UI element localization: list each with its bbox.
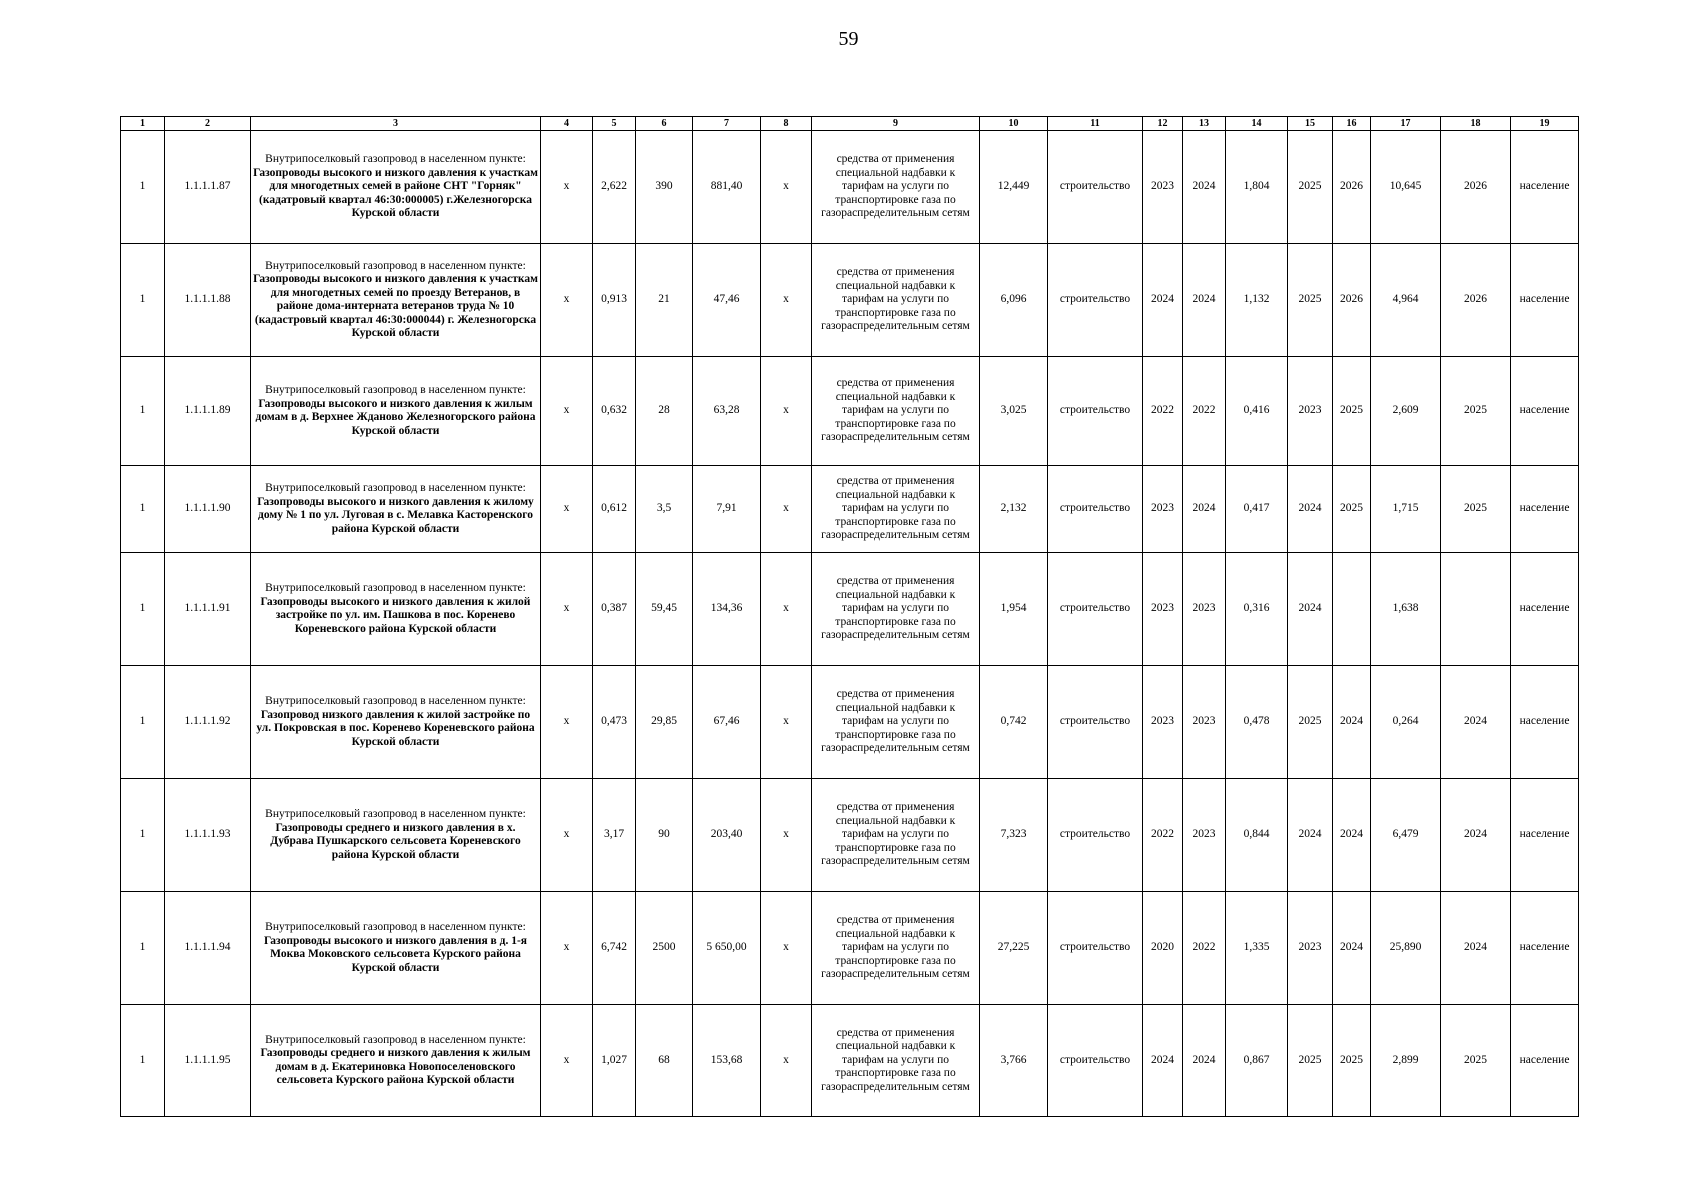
- cell-c18: 2026: [1441, 131, 1511, 244]
- cell-c7: 134,36: [693, 553, 761, 666]
- cell-c8: х: [761, 892, 812, 1005]
- cell-c17: 1,638: [1371, 553, 1441, 666]
- table-row: [121, 666, 1579, 779]
- cell-c13: 2022: [1183, 357, 1226, 466]
- cell-c10: 27,225: [980, 892, 1048, 1005]
- cell-c17: 6,479: [1371, 779, 1441, 892]
- cell-c13: 2023: [1183, 553, 1226, 666]
- cell-c8: х: [761, 553, 812, 666]
- column-header-1: 1: [121, 117, 165, 131]
- cell-c7: 7,91: [693, 466, 761, 553]
- cell-c19: население: [1511, 1005, 1579, 1117]
- cell-c17: 10,645: [1371, 131, 1441, 244]
- object-title: Газопроводы высокого и низкого давления в д. 1-я Моква Моковского сельсовета Курского района Курской области: [263, 934, 528, 974]
- cell-c1: 1: [121, 892, 165, 1005]
- cell-c9: средства от применения специальной надбавки к тарифам на услуги по транспортировке газа по газораспределительным сетям: [812, 466, 980, 553]
- cell-c19: население: [1511, 553, 1579, 666]
- cell-c18: 2024: [1441, 892, 1511, 1005]
- object-name-cell: [251, 357, 541, 466]
- object-type: Внутрипоселковый газопровод в населенном пункте:: [265, 808, 526, 820]
- cell-c6: 2500: [636, 892, 693, 1005]
- cell-c2: 1.1.1.1.87: [165, 131, 251, 244]
- column-header-17: 17: [1371, 117, 1441, 131]
- table-row: [121, 553, 1579, 666]
- cell-c5: 3,17: [593, 779, 636, 892]
- cell-c19: население: [1511, 666, 1579, 779]
- cell-c9: средства от применения специальной надбавки к тарифам на услуги по транспортировке газа по газораспределительным сетям: [812, 357, 980, 466]
- table-row: [121, 1005, 1579, 1117]
- cell-c15: 2023: [1288, 357, 1333, 466]
- cell-c14: 0,478: [1226, 666, 1288, 779]
- cell-c8: х: [761, 1005, 812, 1117]
- cell-c12: 2023: [1143, 553, 1183, 666]
- cell-c5: 0,632: [593, 357, 636, 466]
- cell-c15: 2024: [1288, 553, 1333, 666]
- column-header-7: 7: [693, 117, 761, 131]
- cell-c1: 1: [121, 779, 165, 892]
- cell-c11: строительство: [1048, 892, 1143, 1005]
- cell-c11: строительство: [1048, 553, 1143, 666]
- cell-c1: 1: [121, 666, 165, 779]
- cell-c19: население: [1511, 892, 1579, 1005]
- cell-c14: 0,416: [1226, 357, 1288, 466]
- page-number: 59: [838, 28, 859, 50]
- cell-c14: 1,804: [1226, 131, 1288, 244]
- cell-c12: 2023: [1143, 666, 1183, 779]
- cell-c11: строительство: [1048, 244, 1143, 357]
- cell-c2: 1.1.1.1.90: [165, 466, 251, 553]
- column-header-19: 19: [1511, 117, 1579, 131]
- cell-c19: население: [1511, 244, 1579, 357]
- object-title: Газопроводы высокого и низкого давления к участкам для многодетных семей в районе СНТ "Горняк" (кадатровый квартал 46:30:000005) г.Железногорска Курской области: [253, 166, 538, 220]
- cell-c4: х: [541, 1005, 593, 1117]
- cell-c6: 68: [636, 1005, 693, 1117]
- cell-c14: 0,417: [1226, 466, 1288, 553]
- cell-c19: население: [1511, 131, 1579, 244]
- table-row: [121, 779, 1579, 892]
- cell-c12: 2024: [1143, 1005, 1183, 1117]
- object-name-cell: [251, 131, 541, 244]
- cell-c2: 1.1.1.1.93: [165, 779, 251, 892]
- cell-c13: 2023: [1183, 666, 1226, 779]
- cell-c7: 5 650,00: [693, 892, 761, 1005]
- cell-c1: 1: [121, 357, 165, 466]
- cell-c8: х: [761, 466, 812, 553]
- cell-c6: 21: [636, 244, 693, 357]
- object-type: Внутрипоселковый газопровод в населенном пункте:: [265, 582, 526, 594]
- cell-c11: строительство: [1048, 466, 1143, 553]
- cell-c17: 4,964: [1371, 244, 1441, 357]
- cell-c4: х: [541, 553, 593, 666]
- cell-c17: 1,715: [1371, 466, 1441, 553]
- object-title: Газопроводы среднего и низкого давления к жилым домам в д. Екатериновка Новопоселеновского сельсовета Курского района Курской области: [260, 1047, 531, 1086]
- object-type: Внутрипоселковый газопровод в населенном пункте:: [265, 1033, 526, 1046]
- cell-c19: население: [1511, 779, 1579, 892]
- column-header-16: 16: [1333, 117, 1371, 131]
- table-row: [121, 892, 1579, 1005]
- column-header-13: 13: [1183, 117, 1226, 131]
- cell-c5: 0,473: [593, 666, 636, 779]
- table-row: [121, 357, 1579, 466]
- column-header-5: 5: [593, 117, 636, 131]
- cell-c15: 2025: [1288, 244, 1333, 357]
- cell-c4: х: [541, 357, 593, 466]
- cell-c2: 1.1.1.1.88: [165, 244, 251, 357]
- object-name-cell: [251, 892, 541, 1005]
- object-type: Внутрипоселковый газопровод в населенном пункте:: [265, 921, 526, 933]
- column-header-9: 9: [812, 117, 980, 131]
- cell-c17: 25,890: [1371, 892, 1441, 1005]
- cell-c6: 90: [636, 779, 693, 892]
- column-header-4: 4: [541, 117, 593, 131]
- cell-c18: [1441, 553, 1511, 666]
- cell-c15: 2024: [1288, 466, 1333, 553]
- column-header-12: 12: [1143, 117, 1183, 131]
- cell-c9: средства от применения специальной надбавки к тарифам на услуги по транспортировке газа по газораспределительным сетям: [812, 779, 980, 892]
- cell-c1: 1: [121, 553, 165, 666]
- object-type: Внутрипоселковый газопровод в населенном пункте:: [265, 482, 526, 494]
- cell-c2: 1.1.1.1.89: [165, 357, 251, 466]
- cell-c11: строительство: [1048, 131, 1143, 244]
- table-body: [121, 131, 1579, 1117]
- cell-c18: 2025: [1441, 466, 1511, 553]
- cell-c12: 2024: [1143, 244, 1183, 357]
- object-name-cell: [251, 666, 541, 779]
- cell-c11: строительство: [1048, 666, 1143, 779]
- cell-c10: 1,954: [980, 553, 1048, 666]
- cell-c13: 2022: [1183, 892, 1226, 1005]
- cell-c8: х: [761, 357, 812, 466]
- cell-c16: 2024: [1333, 892, 1371, 1005]
- cell-c12: 2020: [1143, 892, 1183, 1005]
- cell-c2: 1.1.1.1.92: [165, 666, 251, 779]
- cell-c10: 2,132: [980, 466, 1048, 553]
- cell-c5: 0,913: [593, 244, 636, 357]
- cell-c16: 2024: [1333, 666, 1371, 779]
- column-header-18: 18: [1441, 117, 1511, 131]
- cell-c18: 2024: [1441, 779, 1511, 892]
- cell-c4: х: [541, 666, 593, 779]
- cell-c5: 1,027: [593, 1005, 636, 1117]
- cell-c13: 2024: [1183, 1005, 1226, 1117]
- cell-c6: 29,85: [636, 666, 693, 779]
- cell-c5: 6,742: [593, 892, 636, 1005]
- cell-c15: 2024: [1288, 779, 1333, 892]
- cell-c13: 2024: [1183, 131, 1226, 244]
- cell-c4: х: [541, 779, 593, 892]
- cell-c14: 1,132: [1226, 244, 1288, 357]
- cell-c16: [1333, 553, 1371, 666]
- cell-c19: население: [1511, 466, 1579, 553]
- cell-c12: 2023: [1143, 466, 1183, 553]
- cell-c18: 2025: [1441, 357, 1511, 466]
- cell-c10: 12,449: [980, 131, 1048, 244]
- cell-c1: 1: [121, 1005, 165, 1117]
- cell-c6: 3,5: [636, 466, 693, 553]
- cell-c16: 2025: [1333, 466, 1371, 553]
- object-title: Газопроводы высокого и низкого давления к жилой застройке по ул. им. Пашкова в пос. Коренево Кореневского района Курской области: [260, 595, 531, 635]
- object-title: Газопроводы высокого и низкого давления к участкам для многодетных семей по проезду Ветеранов, в районе дома-интерната ветеранов труда № 10 (кадастровый квартал 46:30:000044) г. Железногорска Курской области: [253, 273, 538, 339]
- cell-c1: 1: [121, 466, 165, 553]
- cell-c18: 2025: [1441, 1005, 1511, 1117]
- cell-c12: 2022: [1143, 357, 1183, 466]
- cell-c1: 1: [121, 131, 165, 244]
- cell-c6: 28: [636, 357, 693, 466]
- object-name-cell: [251, 553, 541, 666]
- cell-c14: 1,335: [1226, 892, 1288, 1005]
- column-header-14: 14: [1226, 117, 1288, 131]
- cell-c5: 2,622: [593, 131, 636, 244]
- cell-c7: 881,40: [693, 131, 761, 244]
- cell-c11: строительство: [1048, 1005, 1143, 1117]
- object-title: Газопроводы высокого и низкого давления к жилым домам в д. Верхнее Жданово Железногорского района Курской области: [255, 397, 536, 437]
- object-type: Внутрипоселковый газопровод в населенном пункте:: [265, 259, 526, 272]
- header-row: [121, 117, 1579, 131]
- cell-c9: средства от применения специальной надбавки к тарифам на услуги по транспортировке газа по газораспределительным сетям: [812, 666, 980, 779]
- cell-c15: 2023: [1288, 892, 1333, 1005]
- cell-c16: 2024: [1333, 779, 1371, 892]
- cell-c11: строительство: [1048, 779, 1143, 892]
- cell-c15: 2025: [1288, 1005, 1333, 1117]
- cell-c2: 1.1.1.1.91: [165, 553, 251, 666]
- cell-c2: 1.1.1.1.94: [165, 892, 251, 1005]
- cell-c6: 59,45: [636, 553, 693, 666]
- table-row: [121, 244, 1579, 357]
- cell-c9: средства от применения специальной надбавки к тарифам на услуги по транспортировке газа по газораспределительным сетям: [812, 131, 980, 244]
- cell-c10: 3,025: [980, 357, 1048, 466]
- object-name-cell: [251, 244, 541, 357]
- cell-c5: 0,387: [593, 553, 636, 666]
- cell-c17: 2,899: [1371, 1005, 1441, 1117]
- object-title: Газопроводы высокого и низкого давления к жилому дому № 1 по ул. Луговая в с. Мелавка Касторенского района Курской области: [257, 495, 534, 535]
- cell-c16: 2025: [1333, 357, 1371, 466]
- column-header-11: 11: [1048, 117, 1143, 131]
- table-row: [121, 466, 1579, 553]
- cell-c16: 2026: [1333, 131, 1371, 244]
- column-header-15: 15: [1288, 117, 1333, 131]
- cell-c13: 2023: [1183, 779, 1226, 892]
- object-title: Газопровод низкого давления к жилой застройке по ул. Покровская в пос. Коренево Кореневского района Курской области: [256, 708, 535, 748]
- cell-c7: 203,40: [693, 779, 761, 892]
- column-header-10: 10: [980, 117, 1048, 131]
- object-type: Внутрипоселковый газопровод в населенном пункте:: [265, 695, 526, 707]
- investment-table: [120, 116, 1579, 1117]
- object-name-cell: [251, 779, 541, 892]
- cell-c10: 0,742: [980, 666, 1048, 779]
- cell-c8: х: [761, 666, 812, 779]
- cell-c9: средства от применения специальной надбавки к тарифам на услуги по транспортировке газа по газораспределительным сетям: [812, 244, 980, 357]
- object-title: Газопроводы среднего и низкого давления в х. Дубрава Пушкарского сельсовета Кореневского района Курской области: [270, 821, 521, 861]
- cell-c8: х: [761, 244, 812, 357]
- object-name-cell: [251, 1005, 541, 1117]
- cell-c8: х: [761, 131, 812, 244]
- column-header-2: 2: [165, 117, 251, 131]
- cell-c7: 67,46: [693, 666, 761, 779]
- cell-c14: 0,316: [1226, 553, 1288, 666]
- cell-c12: 2022: [1143, 779, 1183, 892]
- cell-c16: 2025: [1333, 1005, 1371, 1117]
- cell-c17: 2,609: [1371, 357, 1441, 466]
- cell-c7: 63,28: [693, 357, 761, 466]
- cell-c14: 0,844: [1226, 779, 1288, 892]
- cell-c16: 2026: [1333, 244, 1371, 357]
- cell-c9: средства от применения специальной надбавки к тарифам на услуги по транспортировке газа по газораспределительным сетям: [812, 892, 980, 1005]
- cell-c2: 1.1.1.1.95: [165, 1005, 251, 1117]
- cell-c5: 0,612: [593, 466, 636, 553]
- cell-c10: 6,096: [980, 244, 1048, 357]
- column-header-6: 6: [636, 117, 693, 131]
- column-header-8: 8: [761, 117, 812, 131]
- cell-c1: 1: [121, 244, 165, 357]
- cell-c7: 47,46: [693, 244, 761, 357]
- cell-c15: 2025: [1288, 666, 1333, 779]
- cell-c12: 2023: [1143, 131, 1183, 244]
- object-type: Внутрипоселковый газопровод в населенном пункте:: [265, 153, 526, 166]
- cell-c4: х: [541, 244, 593, 357]
- cell-c13: 2024: [1183, 466, 1226, 553]
- object-type: Внутрипоселковый газопровод в населенном пункте:: [265, 384, 526, 396]
- cell-c9: средства от применения специальной надбавки к тарифам на услуги по транспортировке газа по газораспределительным сетям: [812, 553, 980, 666]
- object-name-cell: [251, 466, 541, 553]
- cell-c15: 2025: [1288, 131, 1333, 244]
- cell-c19: население: [1511, 357, 1579, 466]
- cell-c9: средства от применения специальной надбавки к тарифам на услуги по транспортировке газа по газораспределительным сетям: [812, 1005, 980, 1117]
- cell-c6: 390: [636, 131, 693, 244]
- column-header-3: 3: [251, 117, 541, 131]
- cell-c8: х: [761, 779, 812, 892]
- cell-c18: 2026: [1441, 244, 1511, 357]
- table-row: [121, 131, 1579, 244]
- cell-c10: 3,766: [980, 1005, 1048, 1117]
- cell-c11: строительство: [1048, 357, 1143, 466]
- cell-c17: 0,264: [1371, 666, 1441, 779]
- cell-c10: 7,323: [980, 779, 1048, 892]
- cell-c18: 2024: [1441, 666, 1511, 779]
- cell-c13: 2024: [1183, 244, 1226, 357]
- cell-c4: х: [541, 892, 593, 1005]
- cell-c4: х: [541, 466, 593, 553]
- cell-c4: х: [541, 131, 593, 244]
- cell-c14: 0,867: [1226, 1005, 1288, 1117]
- cell-c7: 153,68: [693, 1005, 761, 1117]
